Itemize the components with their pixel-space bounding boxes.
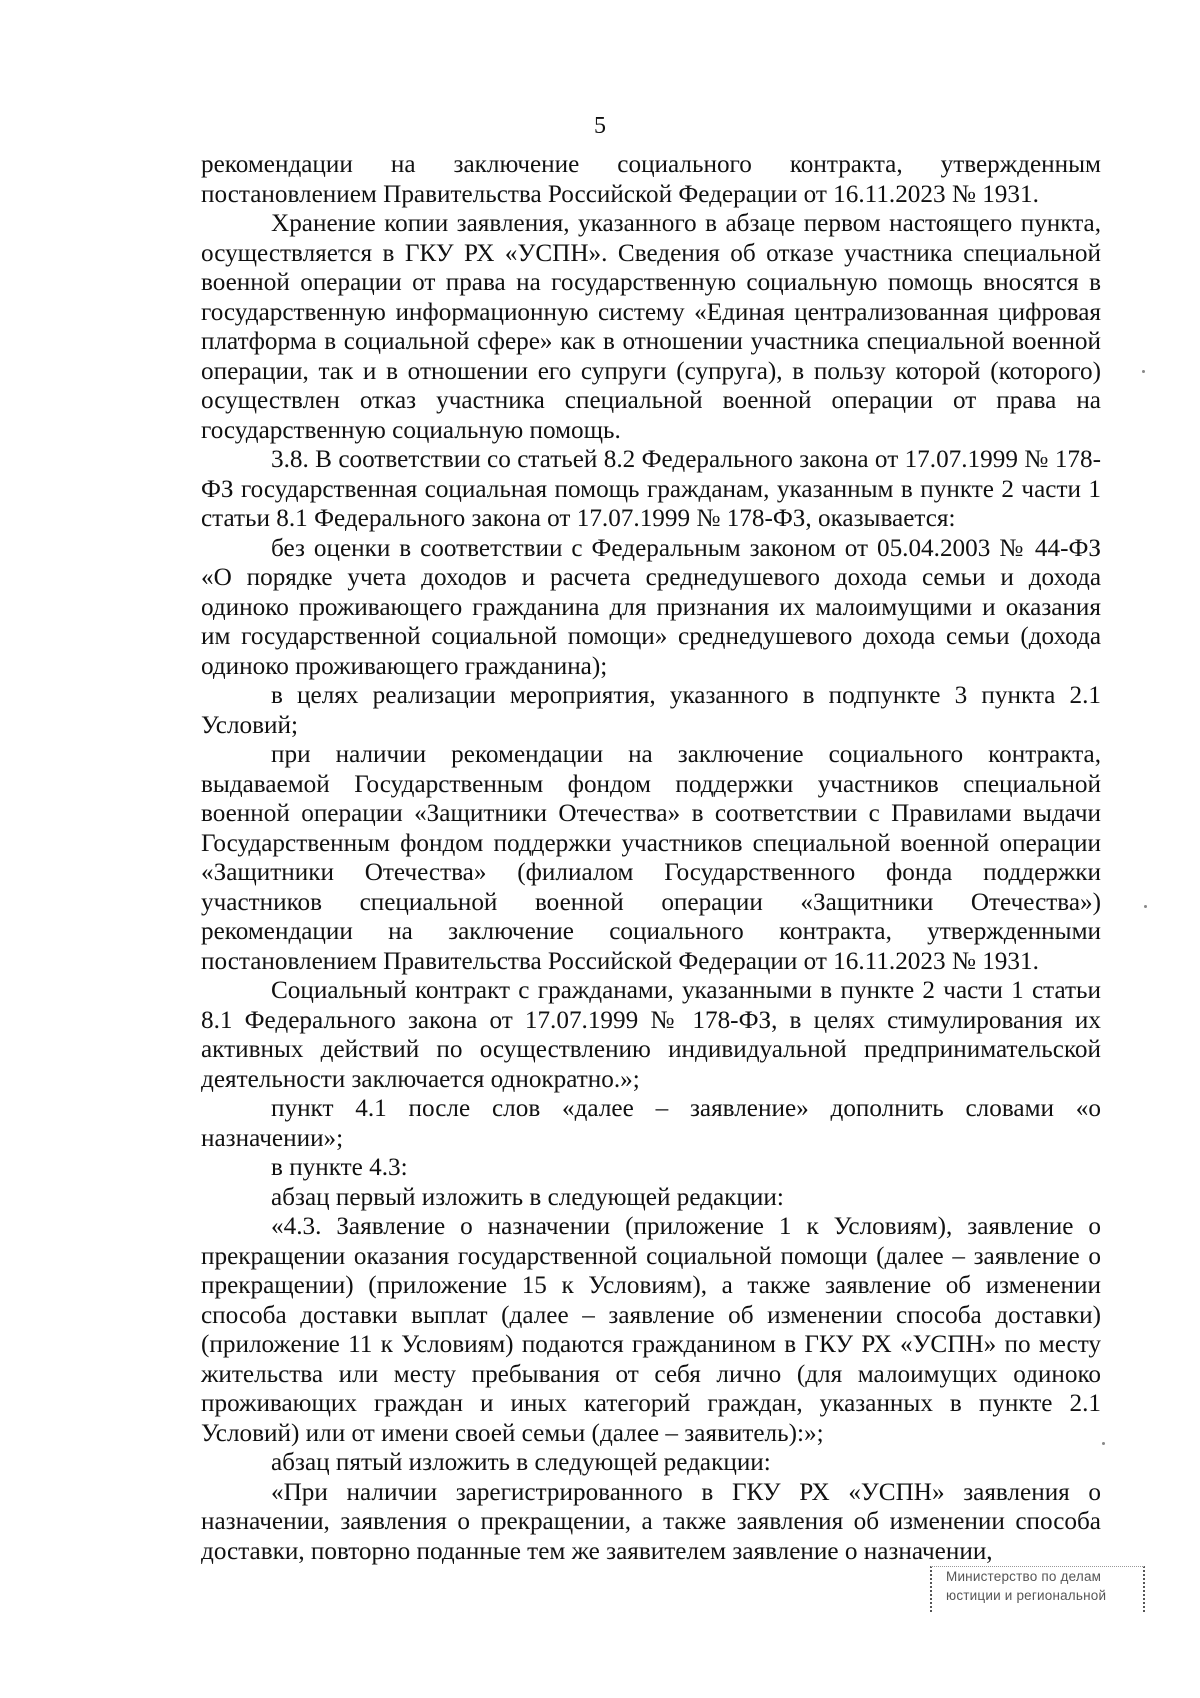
paragraph: в целях реализации мероприятия, указанного в подпункте 3 пункта 2.1 Условий; — [201, 682, 1101, 739]
paragraph: при наличии рекомендации на заключение социального контракта, выдаваемой Государственным фондом поддержки участников специальной военной операции «Защитники Отечества» в соответствии с Правилами выдачи Государственным фондом поддержки участников специальной военной операции «Защитники Отечества» (филиалом Государственного фонда поддержки участников специальной военной операции «Защитники Отечества») рекомендации на заключение социального контракта, утвержденными постановлением Правительства Российской Федерации от 16.11.2023 № 1931. — [201, 741, 1101, 975]
scan-speck — [1142, 370, 1145, 373]
paragraph: Социальный контракт с гражданами, указанными в пункте 2 части 1 статьи 8.1 Федерального закона от 17.07.1999 № 178-ФЗ, в целях стимулирования их активных действий по осуществлению индивидуальной предпринимательской деятельности заключается однократно.»; — [201, 977, 1101, 1093]
page-number: 5 — [594, 113, 606, 139]
document-body — [201, 150, 1101, 1566]
ministry-stamp — [930, 1566, 1145, 1612]
scan-speck — [1102, 1442, 1105, 1445]
stamp-line-1: Министерство по делам — [946, 1569, 1102, 1584]
paragraph: абзац первый изложить в следующей редакции: — [271, 1183, 784, 1211]
paragraph: Хранение копии заявления, указанного в абзаце первом настоящего пункта, осуществляется в ГКУ РХ «УСПН». Сведения об отказе участника специальной военной операции от права на государственную социальную помощь вносятся в государственную информационную систему «Единая централизованная цифровая платформа в социальной сфере» как в отношении участника специальной военной операции, так и в отношении его супруги (супруга), в пользу которой (которого) осуществлен отказ участника специальной военной операции от права на государственную социальную помощь. — [201, 210, 1101, 444]
paragraph: 3.8. В соответствии со статьей 8.2 Федерального закона от 17.07.1999 № 178-ФЗ государственная социальная помощь гражданам, указанным в пункте 2 части 1 статьи 8.1 Федерального закона от 17.07.1999 № 178-ФЗ, оказывается: — [201, 446, 1101, 532]
paragraph: пункт 4.1 после слов «далее – заявление» дополнить словами «о назначении»; — [201, 1095, 1101, 1152]
paragraph: абзац пятый изложить в следующей редакции: — [271, 1449, 771, 1476]
scan-speck — [1144, 905, 1147, 908]
paragraph: «При наличии зарегистрированного в ГКУ РХ «УСПН» заявления о назначении, заявления о прекращении, а также заявления об изменении способа доставки, повторно поданные тем же заявителем заявление о назначении, — [201, 1478, 1101, 1565]
paragraph: «4.3. Заявление о назначении (приложение 1 к Условиям), заявление о прекращении оказания государственной социальной помощи (далее – заявление о прекращении) (приложение 15 к Условиям), а также заявление об изменении способа доставки выплат (далее – заявление об изменении способа доставки) (приложение 11 к Условиям) подаются гражданином в ГКУ РХ «УСПН» по месту жительства или месту пребывания от себя лично (для малоимущих одиноко проживающих граждан и иных категорий граждан, указанных в пункте 2.1 Условий) или от имени своей семьи (далее – заявитель):»; — [201, 1213, 1101, 1447]
stamp-line-2: юстиции и региональной — [946, 1588, 1107, 1603]
paragraph: рекомендации на заключение социального контракта, утвержденным постановлением Правительства Российской Федерации от 16.11.2023 № 1931. — [201, 151, 1101, 208]
paragraph: в пункте 4.3: — [271, 1154, 408, 1181]
paragraph: без оценки в соответствии с Федеральным законом от 05.04.2003 № 44-ФЗ «О порядке учета доходов и расчета среднедушевого дохода семьи и дохода одиноко проживающего гражданина для признания их малоимущими и оказания им государственной социальной помощи» среднедушевого дохода семьи (дохода одиноко проживающего гражданина); — [201, 534, 1101, 680]
